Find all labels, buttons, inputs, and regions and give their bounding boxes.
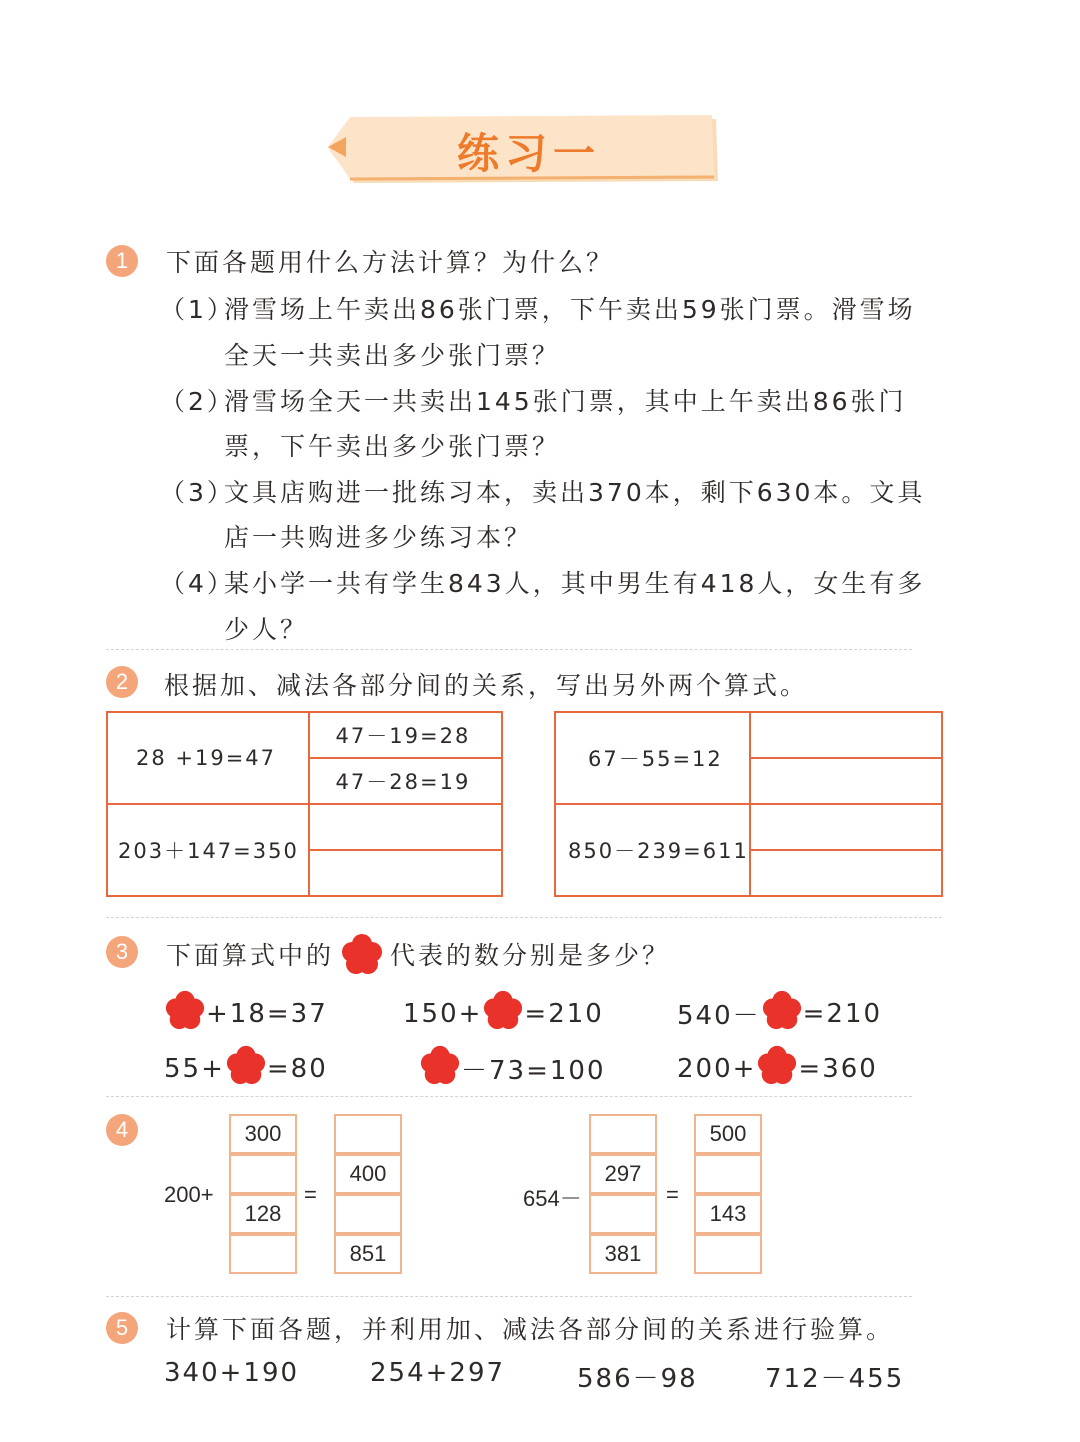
red-flower-icon — [164, 990, 206, 1037]
q4-left-operand: 200+ — [164, 1182, 214, 1207]
q4-box — [229, 1234, 297, 1274]
divider — [106, 1096, 912, 1097]
q3-equation-suffix: －73=100 — [461, 1056, 606, 1086]
question-number-3: 3 — [106, 936, 138, 968]
red-flower-icon — [419, 1045, 461, 1092]
q1-item-1-line2: 全天一共卖出多少张门票？ — [224, 341, 561, 370]
q4-box: 381 — [589, 1234, 657, 1274]
divider — [106, 1296, 912, 1297]
q4-box: 300 — [229, 1114, 297, 1154]
q1-item-1-tag: （1） — [160, 295, 235, 324]
q2-right-given-1: 67－55=12 — [555, 712, 750, 804]
q3-prompt-after: 代表的数分别是多少？ — [390, 941, 671, 970]
q4-box: 500 — [694, 1114, 762, 1154]
q4-box — [694, 1154, 762, 1194]
divider — [106, 649, 912, 650]
q1-item-3-tag: （3） — [160, 478, 235, 507]
q1-item-3-line2: 店一共购进多少练习本？ — [224, 523, 533, 552]
q4-box — [334, 1114, 402, 1154]
question-number-2: 2 — [106, 666, 138, 698]
q1-item-1-line1: 滑雪场上午卖出86张门票，下午卖出59张门票。滑雪场 — [224, 295, 916, 324]
q4-box — [589, 1114, 657, 1154]
q2-left-answer-1b: 47－28=19 — [309, 758, 502, 804]
red-flower-icon — [340, 934, 384, 974]
question-number-1: 1 — [106, 245, 138, 277]
q3-equation-prefix: 200+ — [677, 1053, 757, 1084]
q1-item-4-line2: 少人？ — [224, 615, 309, 644]
q5-expr-1: 340+190 — [164, 1358, 300, 1388]
red-flower-icon — [761, 990, 803, 1037]
q3-equation-suffix: =210 — [802, 998, 883, 1029]
q3-equation — [164, 990, 328, 1037]
q4-right-equals: = — [666, 1182, 679, 1207]
q5-prompt: 计算下面各题，并利用加、减法各部分间的关系进行验算。 — [166, 1315, 895, 1344]
q4-box: 400 — [334, 1154, 402, 1194]
divider — [106, 917, 942, 918]
q3-equation-prefix: 150+ — [403, 998, 483, 1029]
title-banner — [326, 115, 722, 187]
q1-item-4-line1: 某小学一共有学生843人，其中男生有418人，女生有多 — [224, 569, 926, 598]
q2-left-answer-2b — [309, 850, 502, 896]
q2-right-answer-1b — [750, 758, 942, 804]
q1-item-2-line2: 票，下午卖出多少张门票？ — [224, 432, 561, 461]
q4-box: 143 — [694, 1194, 762, 1234]
q3-equation — [164, 1045, 328, 1092]
q4-box — [589, 1194, 657, 1234]
q3-prompt — [166, 934, 670, 974]
q5-expr-2: 254+297 — [370, 1358, 506, 1388]
q3-equation-prefix: 55+ — [164, 1053, 225, 1084]
q2-left-answer-1a: 47－19=28 — [309, 712, 502, 758]
q3-equation-prefix: 540－ — [677, 1001, 761, 1031]
q2-right-answer-1a — [750, 712, 942, 758]
page-title: 练习一 — [456, 129, 601, 178]
q4-box — [334, 1194, 402, 1234]
q3-equation — [677, 990, 882, 1037]
q1-item-2-line1: 滑雪场全天一共卖出145张门票，其中上午卖出86张门 — [224, 387, 907, 416]
q1-item-3-line1: 文具店购进一批练习本，卖出370本，剩下630本。文具 — [224, 478, 926, 507]
q3-equation-suffix: =210 — [524, 998, 604, 1029]
q4-box — [229, 1154, 297, 1194]
q2-prompt: 根据加、减法各部分间的关系，写出另外两个算式。 — [164, 671, 809, 700]
q3-equation-suffix: =80 — [266, 1053, 328, 1084]
q3-equation-suffix: =360 — [798, 1053, 878, 1084]
q4-box: 297 — [589, 1154, 657, 1194]
q2-right-answer-2b — [750, 850, 942, 896]
q4-box — [694, 1234, 762, 1274]
q4-box: 851 — [334, 1234, 402, 1274]
q3-equation — [419, 1045, 606, 1092]
q2-right-given-2: 850－239=611 — [555, 804, 750, 896]
question-number-5: 5 — [106, 1312, 138, 1344]
q3-prompt-before: 下面算式中的 — [166, 941, 335, 970]
question-number-4: 4 — [106, 1114, 138, 1146]
q4-right-operand: 654－ — [523, 1186, 582, 1211]
q4-left-equals: = — [304, 1182, 317, 1207]
q2-right-table — [554, 711, 943, 897]
q2-left-table — [106, 711, 503, 897]
red-flower-icon — [482, 990, 524, 1037]
q5-expr-4: 712－455 — [765, 1364, 905, 1394]
q2-right-answer-2a — [750, 804, 942, 850]
red-flower-icon — [756, 1045, 798, 1092]
red-flower-icon — [225, 1045, 267, 1092]
q2-left-given-2: 203＋147=350 — [107, 804, 309, 896]
q3-equation — [403, 990, 604, 1037]
q4-box: 128 — [229, 1194, 297, 1234]
q5-expr-3: 586－98 — [577, 1364, 698, 1394]
q1-prompt: 下面各题用什么方法计算？为什么？ — [166, 248, 615, 277]
q2-left-answer-2a — [309, 804, 502, 850]
q1-item-2-tag: （2） — [160, 387, 235, 416]
q2-left-given-1: 28 +19=47 — [107, 712, 309, 804]
q1-item-4-tag: （4） — [160, 569, 235, 598]
q3-equation-suffix: +18=37 — [206, 998, 328, 1029]
q3-equation — [677, 1045, 878, 1092]
